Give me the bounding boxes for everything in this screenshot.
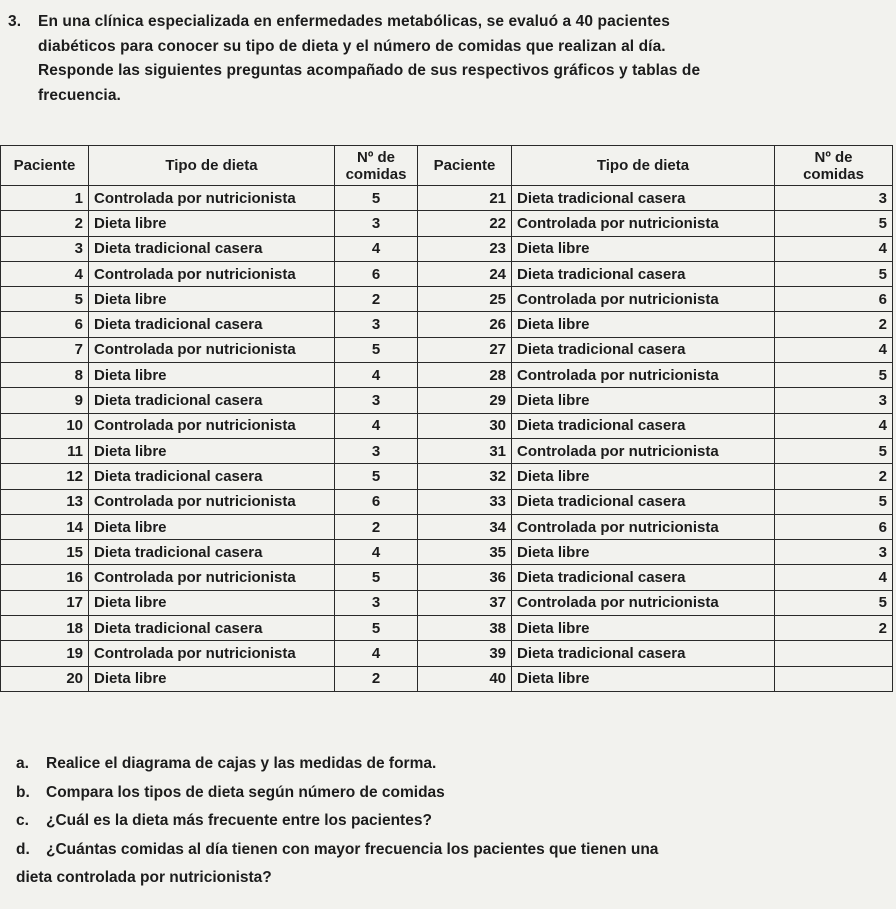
meals-count-cell: 4	[335, 540, 418, 565]
diet-type-cell: Controlada por nutricionista	[89, 413, 335, 438]
meals-count-cell: 2	[775, 464, 893, 489]
meals-count-cell: 5	[775, 363, 893, 388]
diet-type-cell: Dieta libre	[89, 514, 335, 539]
diet-type-cell: Dieta tradicional casera	[512, 186, 775, 211]
table-row	[1, 236, 893, 261]
patient-id-cell: 28	[418, 363, 512, 388]
patient-id-cell: 16	[1, 565, 89, 590]
patient-id-cell: 21	[418, 186, 512, 211]
patient-id-cell: 29	[418, 388, 512, 413]
diet-type-cell: Dieta libre	[512, 312, 775, 337]
meals-count-cell: 4	[335, 641, 418, 666]
meals-count-cell: 5	[335, 616, 418, 641]
patient-id-cell: 7	[1, 337, 89, 362]
patient-id-cell: 26	[418, 312, 512, 337]
diet-type-cell: Controlada por nutricionista	[89, 489, 335, 514]
patient-id-cell: 19	[1, 641, 89, 666]
header-meals-left: Nº de comidas	[335, 146, 418, 186]
table-row	[1, 211, 893, 236]
diet-type-cell: Dieta tradicional casera	[89, 540, 335, 565]
patient-id-cell: 13	[1, 489, 89, 514]
table-row	[1, 186, 893, 211]
meals-count-cell: 4	[775, 236, 893, 261]
meals-count-cell: 5	[335, 565, 418, 590]
patient-id-cell: 14	[1, 514, 89, 539]
table-row	[1, 312, 893, 337]
table-row	[1, 287, 893, 312]
patient-id-cell: 20	[1, 666, 89, 691]
table-row	[1, 616, 893, 641]
question-a: a. Realice el diagrama de cajas y las medidas de forma.	[16, 755, 437, 772]
patient-id-cell: 11	[1, 438, 89, 463]
meals-count-cell	[775, 666, 893, 691]
question-b: b. Compara los tipos de dieta según número de comidas	[16, 783, 445, 801]
patient-id-cell: 38	[418, 616, 512, 641]
meals-count-cell: 3	[775, 388, 893, 413]
meals-count-cell: 4	[335, 413, 418, 438]
table-row	[1, 363, 893, 388]
diet-type-cell: Dieta libre	[512, 236, 775, 261]
diet-type-cell: Dieta libre	[512, 464, 775, 489]
table-row	[1, 438, 893, 463]
meals-count-cell: 3	[335, 590, 418, 615]
meals-count-cell: 6	[335, 261, 418, 286]
diet-type-cell: Controlada por nutricionista	[512, 438, 775, 463]
table-row	[1, 464, 893, 489]
diet-type-cell: Dieta libre	[89, 666, 335, 691]
header-diet-right: Tipo de dieta	[512, 146, 775, 186]
patient-id-cell: 10	[1, 413, 89, 438]
patient-id-cell: 4	[1, 261, 89, 286]
header-patient-left: Paciente	[1, 146, 89, 186]
question-d: d. ¿Cuántas comidas al día tienen con mayor frecuencia los pacientes que tienen una	[16, 840, 659, 858]
table-row	[1, 540, 893, 565]
diet-type-cell: Dieta libre	[512, 388, 775, 413]
meals-count-cell: 6	[775, 287, 893, 312]
table-row	[1, 666, 893, 691]
meals-count-cell: 4	[335, 363, 418, 388]
meals-count-cell: 2	[775, 616, 893, 641]
patient-id-cell: 5	[1, 287, 89, 312]
problem-number: 3.	[8, 13, 22, 30]
table-body	[1, 186, 893, 692]
patient-id-cell: 17	[1, 590, 89, 615]
patient-id-cell: 23	[418, 236, 512, 261]
diet-type-cell: Dieta libre	[89, 438, 335, 463]
meals-count-cell: 5	[775, 438, 893, 463]
diet-type-cell: Controlada por nutricionista	[512, 514, 775, 539]
statement-line-2: diabéticos para conocer su tipo de dieta y el número de comidas que realizan al día.	[38, 37, 666, 55]
patient-id-cell: 33	[418, 489, 512, 514]
diet-type-cell: Dieta tradicional casera	[89, 388, 335, 413]
table-row	[1, 565, 893, 590]
diet-type-cell: Dieta tradicional casera	[512, 565, 775, 590]
meals-count-cell: 3	[775, 186, 893, 211]
patient-id-cell: 35	[418, 540, 512, 565]
diet-type-cell: Dieta libre	[89, 211, 335, 236]
patient-id-cell: 32	[418, 464, 512, 489]
meals-count-cell: 5	[335, 337, 418, 362]
diet-type-cell: Controlada por nutricionista	[89, 186, 335, 211]
patient-diet-table	[0, 145, 893, 692]
diet-type-cell: Dieta tradicional casera	[512, 641, 775, 666]
table-row	[1, 413, 893, 438]
question-c: c. ¿Cuál es la dieta más frecuente entre los pacientes?	[16, 812, 432, 829]
diet-type-cell: Dieta tradicional casera	[89, 616, 335, 641]
table-row	[1, 388, 893, 413]
statement-line-3: Responde las siguientes preguntas acompañado de sus respectivos gráficos y tablas de	[38, 62, 701, 79]
meals-count-cell: 5	[335, 464, 418, 489]
header-meals-right: Nº de comidas	[775, 146, 893, 186]
patient-id-cell: 1	[1, 186, 89, 211]
table-row	[1, 641, 893, 666]
meals-count-cell: 2	[335, 287, 418, 312]
diet-type-cell: Controlada por nutricionista	[512, 363, 775, 388]
patient-id-cell: 27	[418, 337, 512, 362]
patient-id-cell: 31	[418, 438, 512, 463]
header-patient-right: Paciente	[418, 146, 512, 186]
diet-type-cell: Dieta tradicional casera	[89, 312, 335, 337]
meals-count-cell: 5	[775, 590, 893, 615]
patient-id-cell: 22	[418, 211, 512, 236]
meals-count-cell: 6	[775, 514, 893, 539]
diet-type-cell: Dieta tradicional casera	[512, 337, 775, 362]
meals-count-cell: 6	[335, 489, 418, 514]
patient-id-cell: 8	[1, 363, 89, 388]
patient-id-cell: 18	[1, 616, 89, 641]
diet-type-cell: Dieta libre	[89, 287, 335, 312]
diet-type-cell: Dieta libre	[512, 616, 775, 641]
diet-type-cell: Dieta tradicional casera	[512, 489, 775, 514]
questions-list	[16, 750, 856, 893]
meals-count-cell: 5	[335, 186, 418, 211]
meals-count-cell: 3	[335, 312, 418, 337]
question-d-continuation: dieta controlada por nutricionista?	[16, 869, 272, 886]
diet-type-cell: Controlada por nutricionista	[512, 590, 775, 615]
diet-type-cell: Dieta tradicional casera	[512, 261, 775, 286]
meals-count-cell: 4	[775, 337, 893, 362]
meals-count-cell: 4	[775, 565, 893, 590]
meals-count-cell: 4	[335, 236, 418, 261]
meals-count-cell: 3	[335, 438, 418, 463]
diet-type-cell: Dieta tradicional casera	[89, 236, 335, 261]
patient-id-cell: 37	[418, 590, 512, 615]
meals-count-cell	[775, 641, 893, 666]
statement-line-4: frecuencia.	[38, 86, 121, 104]
diet-type-cell: Controlada por nutricionista	[89, 565, 335, 590]
diet-type-cell: Dieta libre	[89, 590, 335, 615]
diet-type-cell: Controlada por nutricionista	[89, 337, 335, 362]
patient-id-cell: 6	[1, 312, 89, 337]
meals-count-cell: 3	[775, 540, 893, 565]
problem-statement	[8, 10, 768, 108]
table-row	[1, 337, 893, 362]
patient-id-cell: 15	[1, 540, 89, 565]
meals-count-cell: 5	[775, 261, 893, 286]
patient-id-cell: 2	[1, 211, 89, 236]
table-row	[1, 489, 893, 514]
header-diet-left: Tipo de dieta	[89, 146, 335, 186]
table-row	[1, 590, 893, 615]
diet-type-cell: Dieta libre	[512, 666, 775, 691]
patient-id-cell: 25	[418, 287, 512, 312]
patient-id-cell: 40	[418, 666, 512, 691]
patient-id-cell: 24	[418, 261, 512, 286]
diet-type-cell: Dieta libre	[89, 363, 335, 388]
meals-count-cell: 2	[335, 666, 418, 691]
meals-count-cell: 2	[775, 312, 893, 337]
meals-count-cell: 3	[335, 211, 418, 236]
table-row	[1, 514, 893, 539]
meals-count-cell: 5	[775, 211, 893, 236]
diet-type-cell: Dieta libre	[512, 540, 775, 565]
diet-type-cell: Dieta tradicional casera	[89, 464, 335, 489]
diet-type-cell: Controlada por nutricionista	[89, 641, 335, 666]
patient-id-cell: 34	[418, 514, 512, 539]
diet-type-cell: Controlada por nutricionista	[512, 287, 775, 312]
patient-id-cell: 3	[1, 236, 89, 261]
table-header-row	[1, 146, 893, 186]
table-row	[1, 261, 893, 286]
patient-id-cell: 9	[1, 388, 89, 413]
patient-id-cell: 39	[418, 641, 512, 666]
meals-count-cell: 4	[775, 413, 893, 438]
diet-type-cell: Dieta tradicional casera	[512, 413, 775, 438]
patient-id-cell: 12	[1, 464, 89, 489]
statement-line-1: 3. En una clínica especializada en enfermedades metabólicas, se evaluó a 40 pacientes	[8, 10, 768, 35]
meals-count-cell: 3	[335, 388, 418, 413]
meals-count-cell: 5	[775, 489, 893, 514]
meals-count-cell: 2	[335, 514, 418, 539]
diet-type-cell: Controlada por nutricionista	[89, 261, 335, 286]
patient-id-cell: 30	[418, 413, 512, 438]
patient-id-cell: 36	[418, 565, 512, 590]
diet-type-cell: Controlada por nutricionista	[512, 211, 775, 236]
